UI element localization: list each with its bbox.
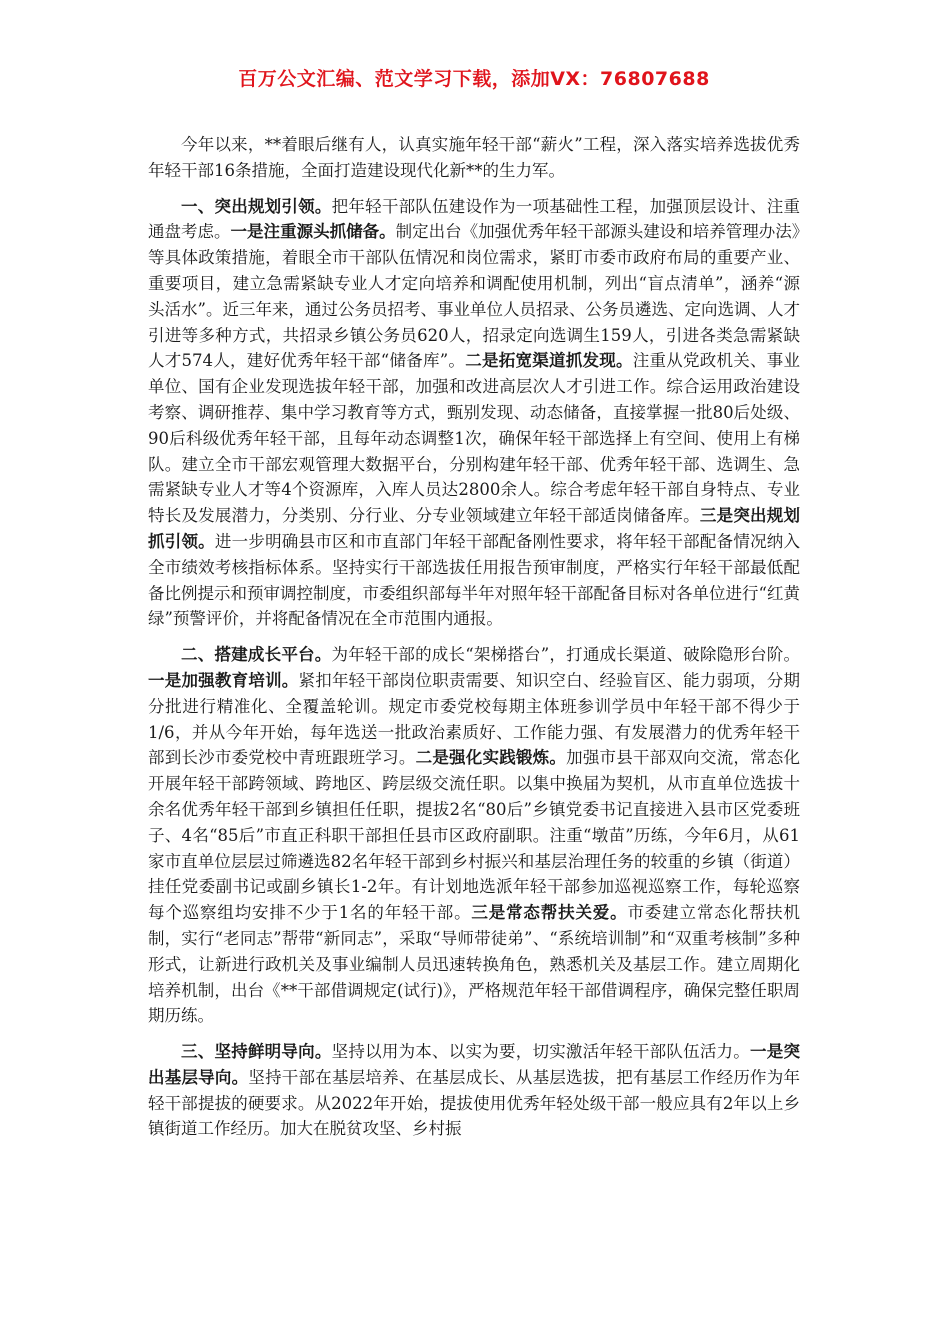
- bold-heading-run: 二是拓宽渠道抓发现。: [465, 351, 633, 371]
- text-run: 制定出台《加强优秀年轻干部源头建设和培养管理办法》等具体政策措施，着眼全市干部队伍情况和岗位需求，紧盯市委市政府布局的重要产业、重要项目，建立急需紧缺专业人才定向培养和调配使用机制，列出“盲点清单”，涵养“源头活水”。近三年来，通过公务员招考、事业单位人员招录、公务员遴选、定向选调、人才引进等多种方式，共招录乡镇公务员620人，招录定向选调生159人，引进各类急需紧缺人才574人，建好优秀年轻干部“储备库”。: [148, 222, 801, 371]
- paragraph-4: [148, 1039, 800, 1142]
- bold-heading-run: 一是突出基层导向。: [148, 1042, 801, 1087]
- text-run: 把年轻干部队伍建设作为一项基础性工程，加强顶层设计、注重通盘考虑。: [148, 196, 801, 242]
- bold-heading-run: 一、突出规划引领。: [181, 196, 332, 216]
- bold-heading-run: 一是加强教育培训。: [148, 670, 299, 690]
- text-run: 为年轻干部的成长“架梯搭台”，打通成长渠道、破除隐形台阶。: [331, 645, 801, 665]
- bold-heading-run: 二是强化实践锻炼。: [415, 748, 567, 768]
- paragraph-2: [148, 194, 800, 633]
- header-banner: 百万公文汇编、范文学习下载，添加VX：76807688: [238, 68, 710, 90]
- bold-heading-run: 三、坚持鲜明导向。: [181, 1042, 332, 1062]
- bold-heading-run: 二、搭建成长平台。: [181, 645, 332, 665]
- document-body: [148, 132, 800, 1142]
- text-run: 注重从党政机关、事业单位、国有企业发现选拔年轻干部，加强和改进高层次人才引进工作。综合运用政治建设考察、调研推荐、集中学习教育等方式，甄别发现、动态储备，直接掌握一批80后处级、90后科级优秀年轻干部，且每年动态调整1次，确保年轻干部选择上有空间、使用上有梯队。建立全市干部宏观管理大数据平台，分别构建年轻干部、优秀年轻干部、选调生、急需紧缺专业人才等4个资源库，入库人员达2800余人。综合考虑年轻干部自身特点、专业特长及发展潜力，分类别、分行业、分专业领域建立年轻干部适岗储备库。: [148, 351, 801, 526]
- text-run: 坚持干部在基层培养、在基层成长、从基层选拔，把有基层工作经历作为年轻干部提拔的硬要求。从2022年开始，提拔使用优秀年轻处级干部一般应具有2年以上乡镇街道工作经历。加大在脱贫攻坚、乡村振: [148, 1067, 801, 1139]
- text-run: 市委建立常态化帮扶机制，实行“老同志”帮带“新同志”，采取“导师带徒弟”、“系统培训制”和“双重考核制”多种形式，让新进行政机关及事业编制人员迅速转换角色，熟悉机关及基层工作。建立周期化培养机制，出台《**干部借调规定(试行)》，严格规范年轻干部借调程序，确保完整任职周期历练。: [148, 903, 801, 1026]
- paragraph-3: [148, 642, 800, 1029]
- text-run: 坚持以用为本、以实为要，切实激活年轻干部队伍活力。: [331, 1042, 751, 1062]
- text-run: 今年以来，**着眼后继有人，认真实施年轻干部“薪火”工程，深入落实培养选拔优秀年轻干部16条措施，全面打造建设现代化新**的生力军。: [148, 135, 800, 180]
- text-run: 进一步明确县市区和市直部门年轻干部配备刚性要求，将年轻干部配备情况纳入全市绩效考核指标体系。坚持实行干部选拔任用报告预审制度，严格实行年轻干部最低配备比例提示和预审调控制度，市委组织部每半年对照年轻干部配备目标对各单位进行“红黄绿”预警评价，并将配备情况在全市范围内通报。: [148, 531, 801, 629]
- text-run: 紧扣年轻干部岗位职责需要、知识空白、经验盲区、能力弱项，分期分批进行精准化、全覆盖轮训。规定市委党校每期主体班参训学员中年轻干部不得少于1/6，并从今年开始，每年选送一批政治素质好、工作能力强、有发展潜力的优秀年轻干部到长沙市委党校中青班跟班学习。: [148, 670, 801, 768]
- text-run: 加强市县干部双向交流，常态化开展年轻干部跨领域、跨地区、跨层级交流任职。以集中换届为契机，从市直单位选拔十余名优秀年轻干部到乡镇担任任职，提拔2名“80后”乡镇党委书记直接进入县市区党委班子、4名“85后”市直正科职干部担任县市区政府副职。注重“墩苗”历练，今年6月，从61家市直单位层层过筛遴选82名年轻干部到乡村振兴和基层治理任务的较重的乡镇（街道）挂任党委副书记或副乡镇长1-2年。有计划地选派年轻干部参加巡视巡察工作，每轮巡察每个巡察组均安排不少于1名的年轻干部。: [148, 748, 801, 923]
- bold-heading-run: 三是常态帮扶关爱。: [471, 903, 628, 923]
- paragraph-1: [148, 132, 800, 184]
- bold-heading-run: 三是突出规划抓引领。: [148, 506, 801, 551]
- bold-heading-run: 一是注重源头抓储备。: [230, 222, 396, 242]
